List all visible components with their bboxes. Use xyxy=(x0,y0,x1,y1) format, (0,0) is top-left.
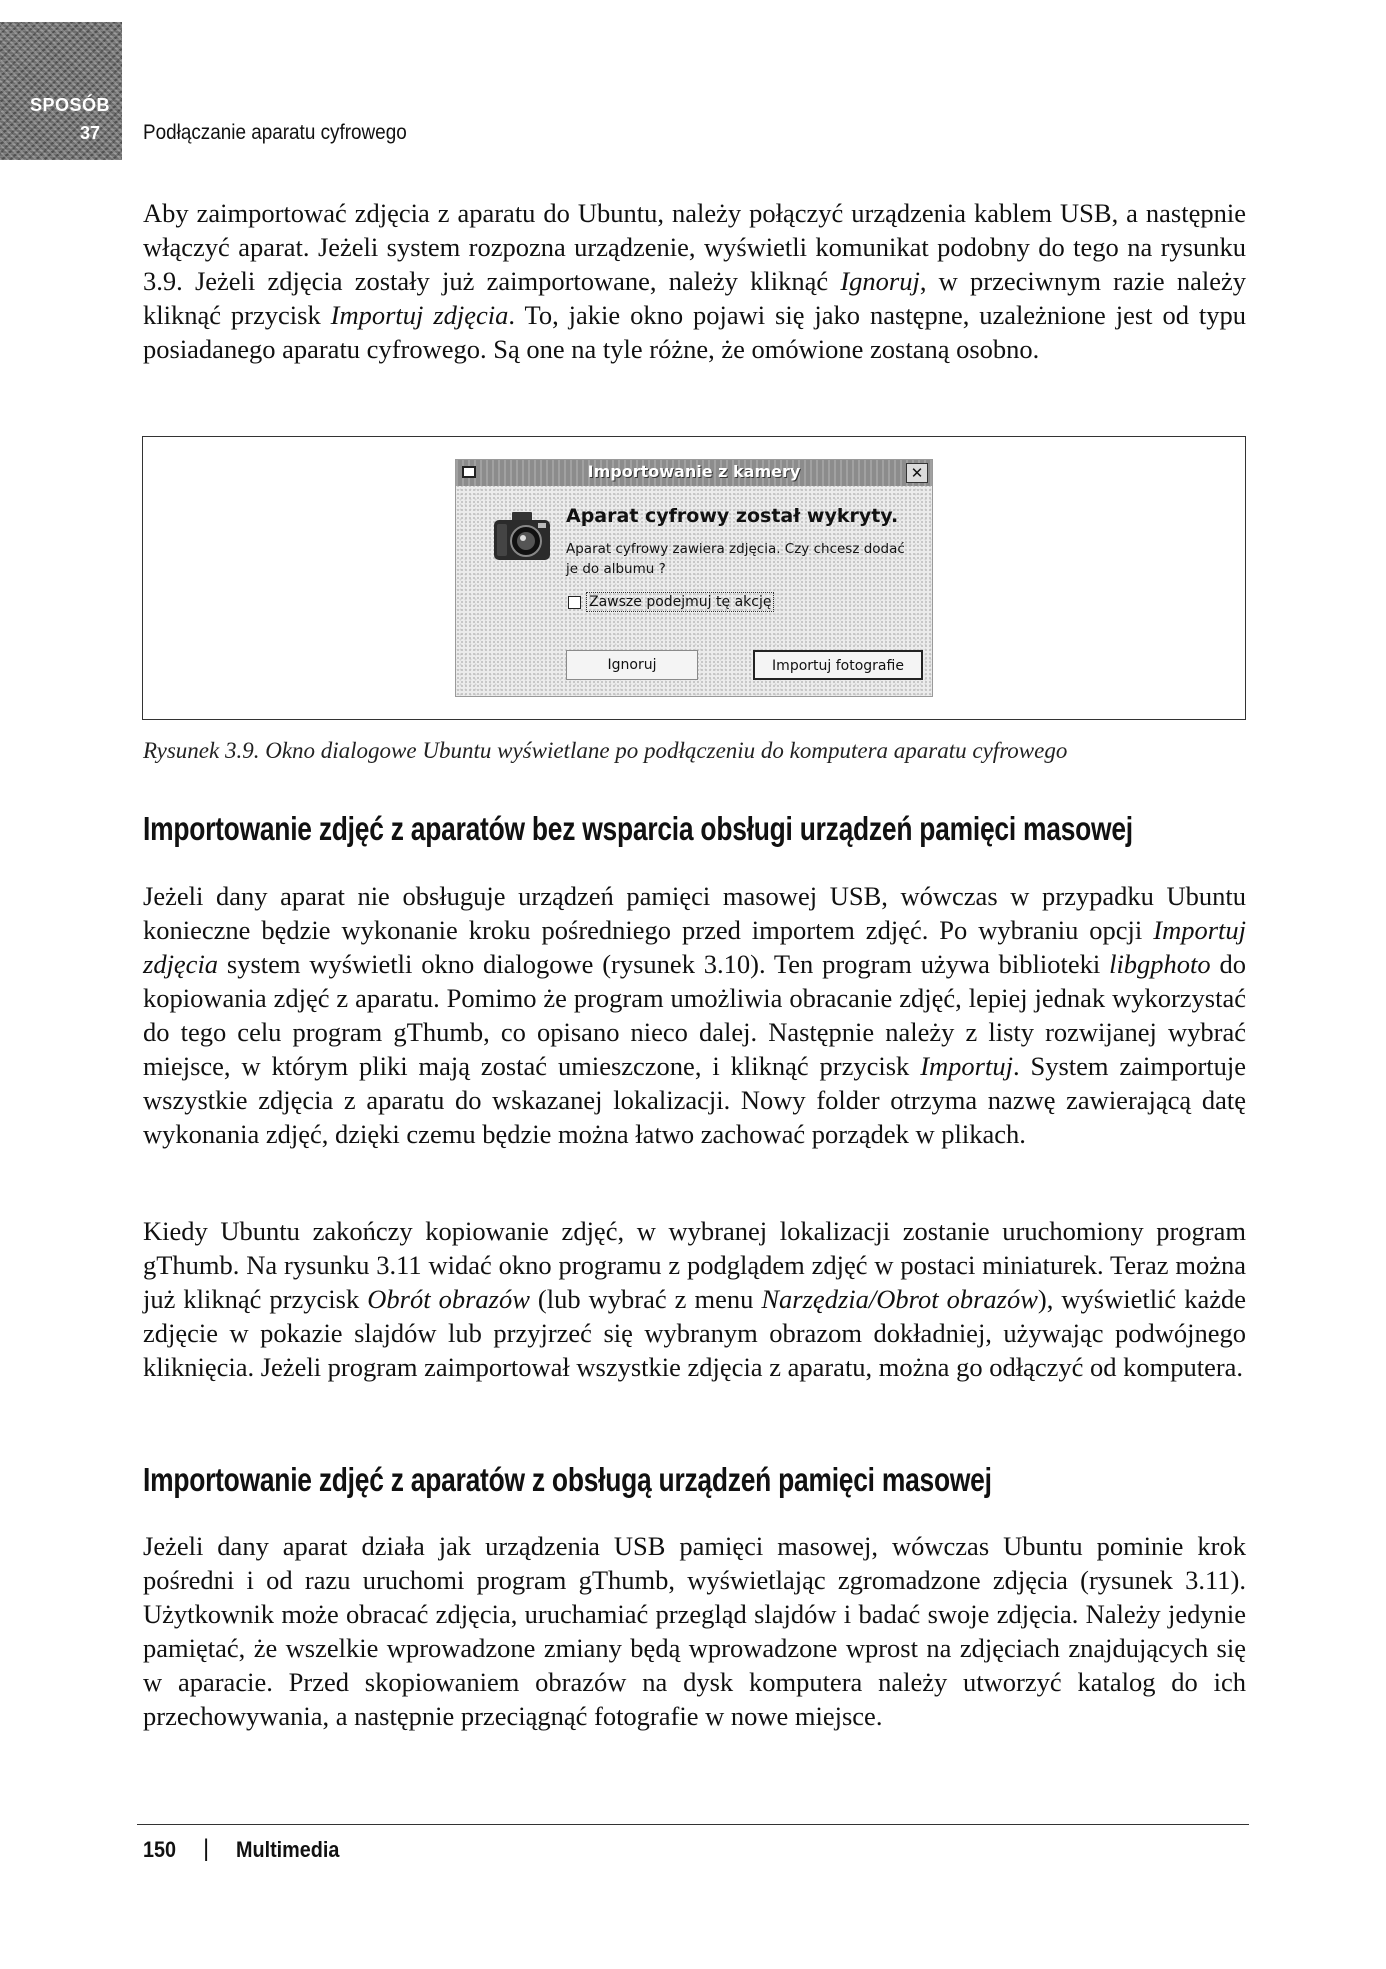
body-paragraph-1 xyxy=(143,196,1246,366)
figure-caption: Rysunek 3.9. Okno dialogowe Ubuntu wyświetlane po podłączeniu do komputera aparatu cyfrowego xyxy=(143,738,1068,763)
close-button[interactable] xyxy=(906,463,928,483)
text-run: ), wyświetlić każde zdjęcie w pokazie slajdów lub przyjrzeć się wybranym obrazom dokładniej, używając podwójnego kliknięcia. Jeżeli program zaimportował wszystkie zdjęcia z aparatu, można go odłączyć od komputera. xyxy=(143,1284,1246,1382)
running-header-title: Podłączanie aparatu cyfrowego xyxy=(143,121,407,144)
body-paragraph-3 xyxy=(143,1214,1246,1384)
body-paragraph-2 xyxy=(143,879,1246,1151)
page-number: 150 xyxy=(143,1837,177,1862)
italic-term: Importuj zdjęcia xyxy=(143,915,1246,979)
import-photos-button[interactable]: Importuj fotografie xyxy=(753,650,923,680)
text-run: (lub wybrać z menu xyxy=(529,1284,762,1314)
footer-separator: | xyxy=(203,1835,210,1862)
body-paragraph-4 xyxy=(143,1529,1246,1733)
text-run: , w przeciwnym razie należy kliknąć przycisk xyxy=(143,266,1246,330)
text-run: . System zaimportuje wszystkie zdjęcia z aparatu do wskazanej lokalizacji. Nowy folder otrzyma nazwę zawierającą datę wykonania zdjęć, dzięki czemu będzie można łatwo zachować porządek w plikach. xyxy=(143,1051,1247,1149)
import-camera-dialog xyxy=(455,459,933,697)
dialog-title: Importowanie z kamery xyxy=(587,462,801,481)
camera-icon xyxy=(492,510,552,562)
text-run: do kopiowania zdjęć z aparatu. Pomimo że program umożliwia obracanie zdjęć, lepiej jednak wykorzystać do tego celu program gThumb, co opisano nieco dalej. Następnie należy z listy rozwijanej wybrać miejsce, w którym pliki mają zostać umieszczone, i kliknąć przycisk xyxy=(143,949,1246,1081)
always-do-this-checkbox[interactable] xyxy=(568,596,581,609)
dialog-titlebar xyxy=(456,460,932,486)
italic-term: Ignoruj xyxy=(840,266,920,296)
sposob-badge-number: 37 xyxy=(80,123,101,143)
text-run: Kiedy Ubuntu zakończy kopiowanie zdjęć, w wybranej lokalizacji zostanie uruchomiony program gThumb. Na rysunku 3.11 widać okno programu z podglądem zdjęć w postaci miniaturek. Teraz można już kliknąć przycisk xyxy=(143,1216,1246,1314)
section-heading-1: Importowanie zdjęć z aparatów bez wsparcia obsługi urządzeń pamięci masowej xyxy=(143,810,1133,847)
italic-term: libgphoto xyxy=(1109,949,1211,979)
italic-term: Obrót obrazów xyxy=(367,1284,530,1314)
text-run: system wyświetli okno dialogowe (rysunek 3.10). Ten program używa biblioteki xyxy=(218,949,1110,979)
always-do-this-label[interactable]: Zawsze podejmuj tę akcję xyxy=(586,592,774,612)
section-heading-2: Importowanie zdjęć z aparatów z obsługą urządzeń pamięci masowej xyxy=(143,1461,992,1498)
sposob-badge xyxy=(0,22,122,160)
dialog-heading: Aparat cyfrowy został wykryty. xyxy=(566,505,899,527)
ignore-button[interactable]: Ignoruj xyxy=(566,650,698,680)
italic-term: Importuj zdjęcia xyxy=(330,300,509,330)
sposob-badge-label: SPOSÓB xyxy=(30,95,111,115)
text-run: Aby zaimportować zdjęcia z aparatu do Ubuntu, należy połączyć urządzenia kablem USB, a następnie włączyć aparat. Jeżeli system rozpozna urządzenie, wyświetli komunikat podobny do tego na rysunku 3.9. Jeżeli zdjęcia zostały już zaimportowane, należy kliknąć xyxy=(143,198,1246,296)
text-run: Jeżeli dany aparat nie obsługuje urządzeń pamięci masowej USB, wówczas w przypadku Ubuntu konieczne będzie wykonanie kroku pośredniego przed importem zdjęć. Po wybraniu opcji xyxy=(143,881,1246,945)
close-icon: ✕ xyxy=(910,464,924,482)
chapter-title: Multimedia xyxy=(236,1837,340,1862)
italic-term: Narzędzia/Obrot obrazów xyxy=(761,1284,1038,1314)
italic-term: Importuj xyxy=(920,1051,1013,1081)
text-run: Jeżeli dany aparat działa jak urządzenia USB pamięci masowej, wówczas Ubuntu pominie krok pośredni i od razu uruchomi program gThumb, wyświetlając zgromadzone zdjęcia (rysunek 3.11). Użytkownik może obracać zdjęcia, uruchamiać przegląd slajdów i badać swoje zdjęcia. Należy jedynie pamiętać, że wszelkie wprowadzone zmiany będą wprowadzone wprost na zdjęciach znajdujących się w aparacie. Przed skopiowaniem obrazów na dysk komputera należy utworzyć katalog do ich przechowywania, a następnie przeciągnąć fotografie w nowe miejsce. xyxy=(143,1531,1246,1731)
text-run: . To, jakie okno pojawi się jako następne, uzależnione jest od typu posiadanego aparatu cyfrowego. Są one na tyle różne, że omówione zostaną osobno. xyxy=(143,300,1247,364)
dialog-message: Aparat cyfrowy zawiera zdjęcia. Czy chcesz dodać je do albumu ? xyxy=(566,541,905,577)
footer-rule xyxy=(137,1824,1249,1825)
